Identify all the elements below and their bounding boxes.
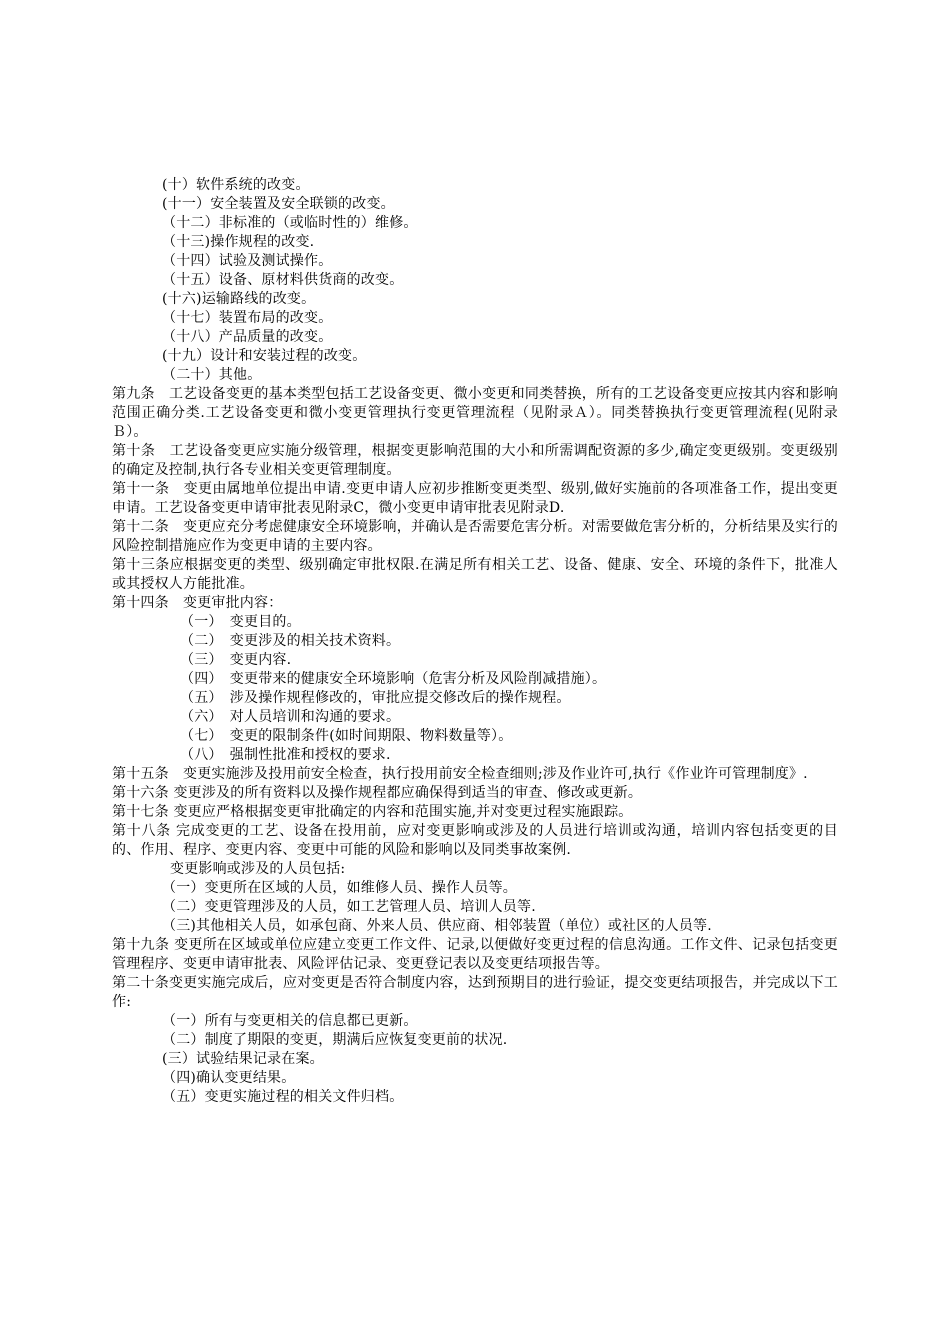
list-item: （六） 对人员培训和沟通的要求。 [180, 709, 401, 725]
list-item: （十八）产品质量的改变。 [162, 329, 333, 345]
list-item: （一）变更所在区域的人员，如维修人员、操作人员等。 [162, 880, 517, 896]
article-10: 第十条 工艺设备变更应实施分级管理，根据变更影响范围的大小和所需调配资源的多少,确定变更级别。变更级别的确定及控制,执行各专业相关变更管理制度。 [112, 443, 838, 478]
article-16: 第十六条 变更涉及的所有资料以及操作规程都应确保得到适当的审查、修改或更新。 [112, 785, 643, 801]
article-13: 第十三条应根据变更的类型、级别确定审批权限.在满足所有相关工艺、设备、健康、安全、环境的条件下，批准人或其授权人方能批准。 [112, 557, 838, 592]
list-item: （一） 变更目的。 [180, 614, 301, 630]
document-body [112, 176, 838, 1107]
article-19: 第十九条 变更所在区域或单位应建立变更工作文件、记录,以便做好变更过程的信息沟通。工作文件、记录包括变更管理程序、变更申请审批表、风险评估记录、变更登记表以及变更结项报告等。 [112, 937, 838, 972]
list-item: （一）所有与变更相关的信息都已更新。 [162, 1013, 418, 1029]
list-item: (十一）安全装置及安全联锁的改变。 [162, 196, 395, 212]
list-item: （三） 变更内容. [180, 652, 292, 668]
article-9: 第九条 工艺设备变更的基本类型包括工艺设备变更、微小变更和同类替换，所有的工艺设备变更应按其内容和影响范围正确分类.工艺设备变更和微小变更管理执行变更管理流程（见附录Ａ）。同类替换执行变更管理流程(见附录Ｂ）。 [112, 386, 838, 440]
list-item: (十九）设计和安装过程的改变。 [162, 348, 367, 364]
article-18: 第十八条 完成变更的工艺、设备在投用前，应对变更影响或涉及的人员进行培训或沟通，培训内容包括变更的目的、作用、程序、变更内容、变更中可能的风险和影响以及同类事故案例. [112, 823, 838, 858]
list-item: （八） 强制性批准和授权的要求. [180, 747, 391, 763]
list-item: （七） 变更的限制条件(如时间期限、物料数量等）。 [180, 728, 513, 744]
list-item: （三)其他相关人员，如承包商、外来人员、供应商、相邻装置（单位）或社区的人员等. [162, 918, 712, 934]
list-item: （十二）非标准的（或临时性的）维修。 [162, 215, 418, 231]
article-18-intro: 变更影响或涉及的人员包括: [170, 861, 346, 877]
list-item: (十六)运输路线的改变。 [162, 291, 316, 307]
list-item: （四)确认变更结果。 [162, 1070, 296, 1086]
list-item: （五）变更实施过程的相关文件归档。 [162, 1089, 404, 1105]
list-item: （二）变更管理涉及的人员，如工艺管理人员、培训人员等. [162, 899, 536, 915]
list-item: (三）试验结果记录在案。 [162, 1051, 324, 1067]
list-item: （十三)操作规程的改变. [162, 234, 315, 250]
list-item: （二） 变更涉及的相关技术资料。 [180, 633, 401, 649]
article-12: 第十二条 变更应充分考虑健康安全环境影响，并确认是否需要危害分析。对需要做危害分析的，分析结果及实行的风险控制措施应作为变更申请的主要内容。 [112, 519, 838, 554]
list-item: （五） 涉及操作规程修改的，审批应提交修改后的操作规程。 [180, 690, 571, 706]
article-20: 第二十条变更实施完成后，应对变更是否符合制度内容，达到预期目的进行验证，提交变更结项报告，并完成以下工作: [112, 975, 838, 1010]
article-11: 第十一条 变更由属地单位提出申请.变更申请人应初步推断变更类型、级别,做好实施前的各项准备工作，提出变更申请。工艺设备变更申请审批表见附录C，微小变更申请审批表见附录D. [112, 481, 838, 516]
list-item: (十）软件系统的改变。 [162, 177, 310, 193]
article-14: 第十四条 变更审批内容： [112, 595, 283, 611]
list-item: （十七）装置布局的改变。 [162, 310, 333, 326]
list-item: （四） 变更带来的健康安全环境影响（危害分析及风险削减措施）。 [180, 671, 607, 687]
article-15: 第十五条 变更实施涉及投用前安全检查，执行投用前安全检查细则;涉及作业许可,执行《作业许可管理制度》. [112, 766, 808, 782]
list-item: （十四）试验及测试操作。 [162, 253, 333, 269]
list-item: （二十）其他。 [162, 367, 262, 383]
article-17: 第十七条 变更应严格根据变更审批确定的内容和范围实施,并对变更过程实施跟踪。 [112, 804, 633, 820]
list-item: （十五）设备、原材料供货商的改变。 [162, 272, 404, 288]
list-item: （二）制度了期限的变更，期满后应恢复变更前的状况. [162, 1032, 508, 1048]
